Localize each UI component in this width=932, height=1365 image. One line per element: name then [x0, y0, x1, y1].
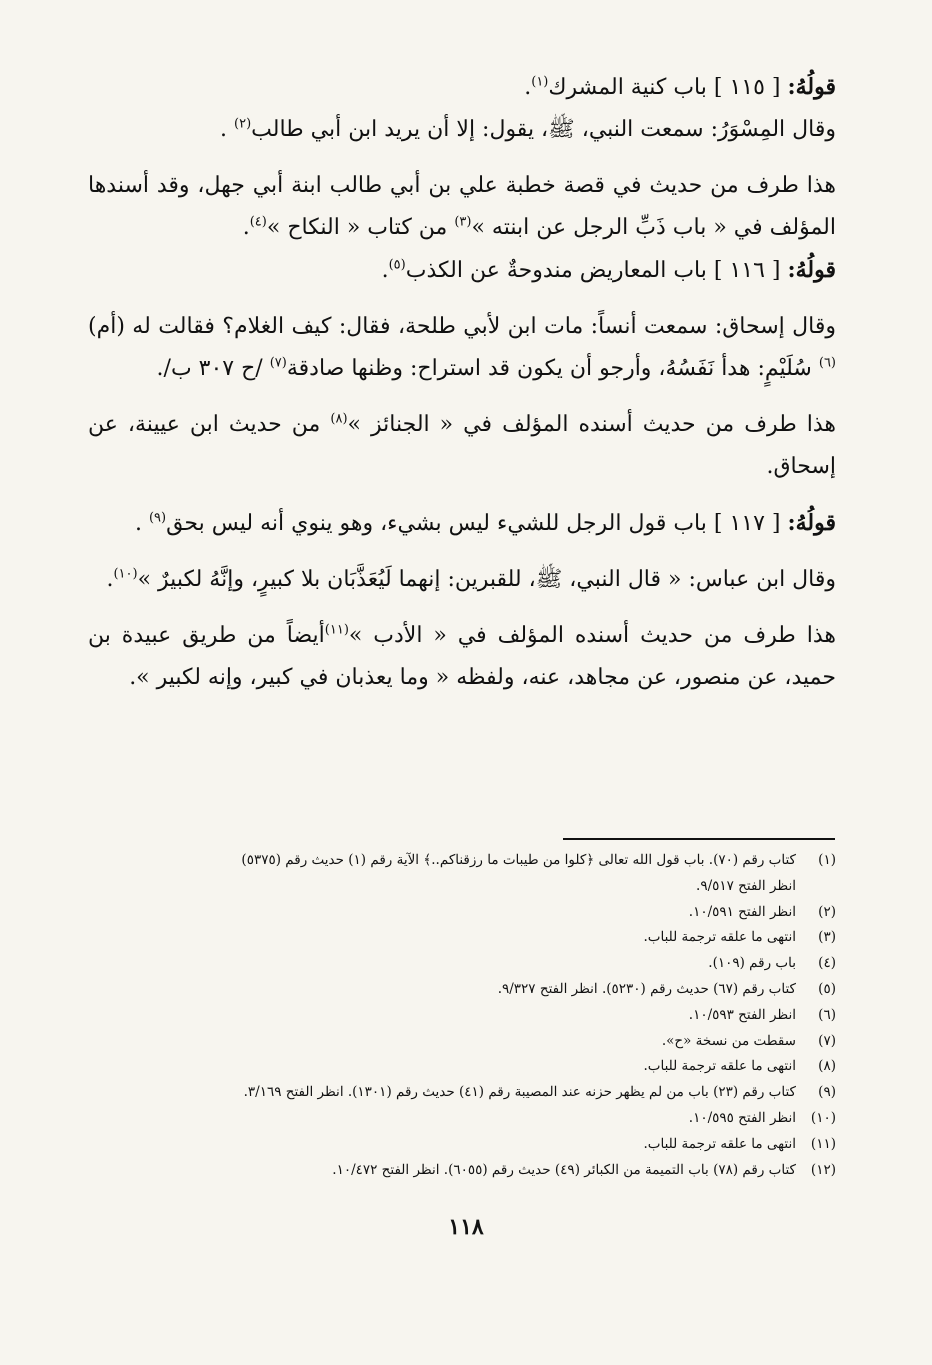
paragraph-chapter-115	[88, 66, 836, 109]
footnote-item	[100, 1106, 836, 1132]
footnote-text: كتاب رقم (٧٠). باب قول الله تعالى ﴿كلوا من طيبات ما رزقناكم..﴾ الآية رقم (١) حديث رقم (٥٣٧٥)	[241, 852, 796, 868]
footnotes	[100, 848, 836, 1183]
paragraph-text: هذا طرف من حديث أسنده المؤلف في « الجنائز »	[347, 412, 836, 437]
main-text	[88, 66, 836, 713]
paragraph-text: وقال إسحاق: سمعت أنساً: مات ابن لأبي طلحة، فقال: كيف الغلام؟ فقالت له (أم)	[88, 314, 836, 339]
paragraph-commentary-3	[88, 615, 836, 699]
footnote-text: انظر الفتح ١٠/٥٩١.	[688, 903, 796, 920]
paragraph-tail: سُلَيْمٍ: هدأ نَفَسُهُ، وأرجو أن يكون قد استراح: وظنها صادقة	[286, 356, 819, 381]
footnote-number: (٨)	[818, 1058, 836, 1075]
footnote-number: (٩)	[818, 1084, 836, 1101]
footnote-ref[interactable]: (٦)	[818, 355, 836, 371]
paragraph-ibn-abbas	[88, 559, 836, 601]
footnote-item	[100, 1054, 836, 1080]
paragraph-commentary-2	[88, 404, 836, 488]
footnote-number: (٧)	[818, 1032, 836, 1049]
paragraph-commentary-1	[88, 165, 836, 249]
paragraph-tail: .	[106, 567, 114, 592]
footnote-number: (١٢)	[810, 1161, 836, 1178]
paragraph-tail: من حديث ابن عيينة، عن إسحاق.	[88, 412, 836, 479]
footnote-ref[interactable]: (٥)	[388, 257, 406, 273]
footnote-text: انتهى ما علقه ترجمة للباب.	[643, 1135, 796, 1152]
footnote-ref[interactable]: (١)	[531, 74, 549, 90]
chapter-label: قولُهُ:	[787, 510, 836, 536]
footnote-number: (٥)	[818, 980, 836, 997]
footnote-ref[interactable]: (٤)	[249, 214, 267, 230]
footnote-separator	[563, 838, 835, 840]
chapter-label: قولُهُ:	[787, 74, 836, 100]
footnote-item	[100, 900, 836, 926]
footnote-number: (١)	[818, 852, 836, 868]
footnote-ref[interactable]: (٩)	[148, 510, 167, 526]
footnote-item	[100, 977, 836, 1003]
footnote-number: (١١)	[810, 1135, 836, 1152]
footnote-ref[interactable]: (٢)	[234, 116, 252, 132]
paragraph-text: وقال المِسْوَرُ: سمعت النبي، ﷺ، يقول: إلا أن يريد ابن أبي طالب	[251, 117, 836, 142]
paragraph-miswar	[88, 109, 836, 151]
paragraph-tail: /ح ٣٠٧ ب/.	[156, 356, 270, 381]
footnote-ref[interactable]: (٣)	[454, 214, 472, 230]
footnote-ref[interactable]: (٨)	[330, 411, 348, 427]
footnote-ref[interactable]: (١١)	[324, 622, 349, 638]
footnote-ref[interactable]: (١٠)	[113, 566, 138, 582]
footnote-item	[100, 1132, 836, 1158]
paragraph-text: هذا طرف من حديث أسنده المؤلف في « الأدب »	[348, 623, 836, 648]
footnote-text: كتاب رقم (٦٧) حديث رقم (٥٢٣٠). انظر الفتح ٩/٣٢٧.	[497, 980, 796, 997]
paragraph-text: [ ١١٦ ] باب المعاريض مندوحةٌ عن الكذب	[405, 258, 788, 283]
footnote-item	[100, 951, 836, 977]
paragraph-text: [ ١١٥ ] باب كنية المشرك	[548, 75, 788, 100]
paragraph-tail: .	[381, 258, 389, 283]
footnote-text: انظر الفتح ١٠/٥٩٥.	[688, 1109, 796, 1126]
footnote-item	[100, 848, 836, 874]
footnote-number: (٦)	[818, 1006, 836, 1023]
footnote-text: انتهى ما علقه ترجمة للباب.	[643, 929, 796, 946]
footnote-item	[100, 1158, 836, 1184]
paragraph-tail: .	[242, 215, 250, 240]
paragraph-tail: من كتاب « النكاح »	[266, 215, 455, 240]
paragraph-tail: .	[134, 511, 149, 536]
footnote-number: (٢)	[818, 903, 836, 920]
chapter-label: قولُهُ:	[787, 257, 836, 283]
paragraph-tail: .	[524, 75, 532, 100]
footnote-text: باب رقم (١٠٩).	[708, 955, 796, 972]
footnote-item	[100, 1029, 836, 1055]
footnote-number: (٤)	[818, 955, 836, 972]
footnote-item	[100, 1003, 836, 1029]
paragraph-text: هذا طرف من حديث في قصة خطبة علي بن أبي طالب ابنة أبي جهل، وقد أسندها المؤلف في « باب ذَبِّ الرجل عن ابنته »	[88, 173, 836, 240]
footnote-text: كتاب رقم (٧٨) باب التميمة من الكبائر (٤٩) حديث رقم (٦٠٥٥). انظر الفتح ١٠/٤٧٢.	[332, 1161, 796, 1178]
page-number: ١١٨	[448, 1214, 484, 1240]
paragraph-chapter-117	[88, 502, 836, 545]
footnote-continuation: انظر الفتح ٩/٥١٧.	[696, 877, 796, 894]
paragraph-tail: أيضاً من طريق عبيدة بن حميد، عن منصور، عن مجاهد، عنه، ولفظه « وما يعذبان في كبير، وإنه لكبير ».	[88, 623, 836, 690]
paragraph-text: [ ١١٧ ] باب قول الرجل للشيء ليس بشيء، وهو ينوي أنه ليس بحق	[166, 511, 788, 536]
footnote-text: انتهى ما علقه ترجمة للباب.	[643, 1058, 796, 1075]
footnote-number: (٣)	[818, 929, 836, 946]
paragraph-chapter-116	[88, 249, 836, 292]
footnote-item	[100, 925, 836, 951]
footnote-text: سقطت من نسخة «ح».	[661, 1032, 796, 1049]
paragraph-text: وقال ابن عباس: « قال النبي، ﷺ، للقبرين: إنهما لَيُعَذَّبَان بلا كبيرٍ، وإنَّهُ لكبيرٌ »	[137, 567, 836, 592]
footnote-text: انظر الفتح ١٠/٥٩٣.	[688, 1006, 796, 1023]
footnote-number: (١٠)	[810, 1109, 836, 1126]
paragraph-ishaq	[88, 306, 836, 390]
footnote-ref[interactable]: (٧)	[269, 355, 287, 371]
footnote-text: كتاب رقم (٢٣) باب من لم يظهر حزنه عند المصيبة رقم (٤١) حديث رقم (١٣٠١). انظر الفتح ٣/١٦٩.	[243, 1084, 796, 1101]
paragraph-tail: .	[220, 117, 235, 142]
footnote-item	[100, 1080, 836, 1106]
